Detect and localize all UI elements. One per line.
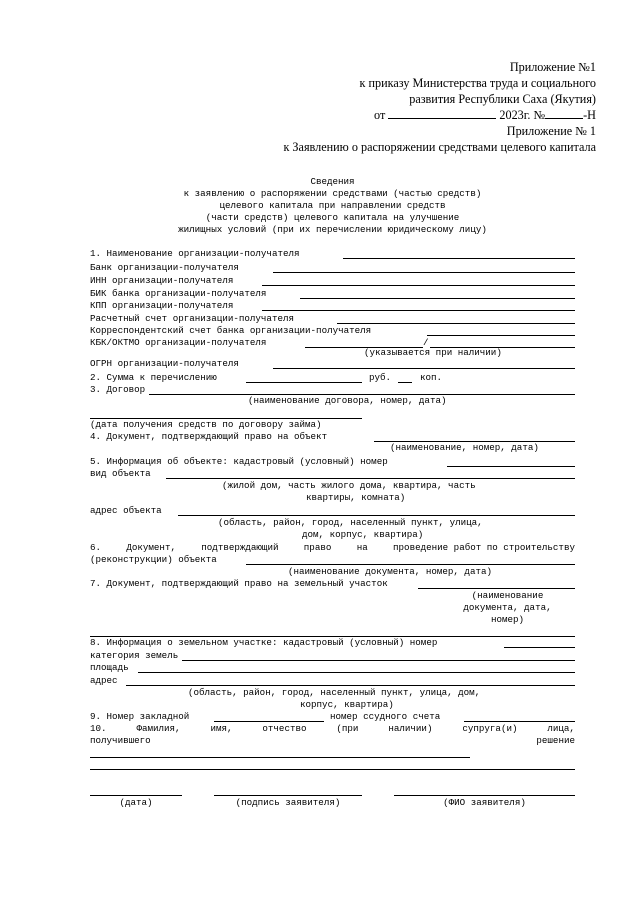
fio-hint: (ФИО заявителя)	[443, 797, 526, 808]
field-3-label: 3. Договор	[90, 384, 146, 395]
land-category-label: категория земель	[90, 650, 179, 661]
cadastral-line[interactable]	[447, 466, 575, 467]
f10-word: (при	[336, 723, 359, 734]
field-7-hint-3: номер)	[490, 614, 525, 625]
kpp-line[interactable]	[262, 310, 575, 311]
land-area-label: площадь	[90, 662, 129, 673]
header-from: от	[374, 108, 386, 122]
f6-word: право	[303, 542, 332, 553]
header-statement: к Заявлению о распоряжении средствами целевого капитала	[283, 140, 596, 154]
land-cadastral-line[interactable]	[504, 647, 575, 648]
field-2-label: 2. Сумма к перечислению	[90, 372, 217, 383]
header-appendix-1: Приложение № 1	[506, 124, 596, 138]
kop-label: коп.	[420, 372, 443, 383]
f10-word: наличии)	[388, 723, 433, 734]
title-info: Сведения	[310, 176, 355, 187]
f6-word: проведение работ по строительству	[393, 542, 575, 553]
mortgage-number-line[interactable]	[214, 721, 324, 722]
land-address-hint-2: корпус, квартира)	[300, 699, 394, 710]
kind-label: вид объекта	[90, 468, 151, 479]
title-line-3: целевого капитала при направлении средств	[219, 200, 446, 211]
title-line-2: к заявлению о распоряжении средствами (частью средств)	[183, 188, 482, 199]
sum-kop-line[interactable]	[398, 382, 412, 383]
land-address-hint-1: (область, район, город, населенный пункт, улица, дом,	[188, 687, 481, 698]
f10-word: отчество	[262, 723, 307, 734]
inn-line[interactable]	[262, 285, 575, 286]
signature-line[interactable]	[214, 795, 362, 796]
f10-word: супруга(и)	[462, 723, 518, 734]
f6-word: подтверждающий	[201, 542, 279, 553]
kbk-hint: (указывается при наличии)	[364, 347, 502, 358]
bank-label: Банк организации-получателя	[90, 262, 239, 273]
field-1-label: 1. Наименование организации-получателя	[90, 248, 300, 259]
field-7-label: 7. Документ, подтверждающий право на земельный участок	[90, 578, 388, 589]
f6-word: Документ,	[126, 542, 176, 553]
rub-label: руб.	[369, 372, 392, 383]
fio-line[interactable]	[394, 795, 575, 796]
bik-line[interactable]	[300, 298, 575, 299]
field-10-line-1	[90, 723, 575, 735]
header-year: 2023г. №	[499, 108, 546, 122]
address-hint-2: дом, корпус, квартира)	[302, 529, 424, 540]
field-6-line[interactable]	[246, 564, 575, 565]
field-6-line-2: (реконструкции) объекта	[90, 554, 217, 565]
account-line[interactable]	[337, 323, 575, 324]
kind-hint-2: квартиры, комната)	[306, 492, 406, 503]
header-date-blank[interactable]	[388, 110, 496, 119]
kpp-label: КПП организации-получателя	[90, 300, 234, 311]
f10-word: 10.	[90, 723, 107, 734]
signature-hint: (подпись заявителя)	[235, 797, 341, 808]
field-1-line[interactable]	[343, 258, 575, 259]
f10-word: Фамилия,	[136, 723, 181, 734]
kind-hint-1: (жилой дом, часть жилого дома, квартира, часть	[222, 480, 476, 491]
field-7-hint-2: документа, дата,	[463, 602, 552, 613]
bank-line[interactable]	[273, 272, 575, 273]
contract-hint: (наименование договора, номер, дата)	[248, 395, 447, 406]
date-line[interactable]	[90, 795, 182, 796]
field-9-label: 9. Номер закладной	[90, 711, 190, 722]
land-category-line[interactable]	[182, 660, 575, 661]
corr-line[interactable]	[427, 335, 575, 336]
f6-word: 6.	[90, 542, 102, 553]
field-5-label: 5. Информация об объекте: кадастровый (условный) номер	[90, 456, 388, 467]
f10-decision: решение	[536, 735, 575, 746]
field-10-line-a[interactable]	[90, 757, 470, 758]
field-4-label: 4. Документ, подтверждающий право на объект	[90, 431, 328, 442]
field-6-line-1	[90, 542, 575, 554]
field-10-line-2	[90, 735, 575, 747]
land-area-line[interactable]	[138, 672, 575, 673]
field-10-line-b[interactable]	[90, 769, 575, 770]
kbk-separator: /	[423, 337, 429, 348]
object-address-label: адрес объекта	[90, 505, 162, 516]
land-address-line[interactable]	[126, 685, 575, 686]
f10-received: получившего	[90, 735, 151, 746]
field-4-hint: (наименование, номер, дата)	[390, 442, 539, 453]
account-label: Расчетный счет организации-получателя	[90, 313, 294, 324]
header-date-number	[374, 107, 596, 123]
kbk-label: КБК/ОКТМО организации-получателя	[90, 337, 267, 348]
bik-label: БИК банка организации-получателя	[90, 288, 267, 299]
land-address-label: адрес	[90, 675, 118, 686]
title-line-5: жилищных условий (при их перечислении юридическому лицу)	[178, 224, 487, 235]
header-appendix: Приложение №1	[509, 60, 596, 74]
date-hint: (дата)	[119, 797, 153, 808]
loan-date-hint: (дата получения средств по договору займа)	[90, 419, 322, 430]
address-hint-1: (область, район, город, населенный пункт, улица,	[218, 517, 483, 528]
f10-word: имя,	[210, 723, 233, 734]
header-ministry: развития Республики Саха (Якутия)	[409, 92, 596, 106]
header-number-blank[interactable]	[545, 110, 583, 119]
loan-account-label: номер ссудного счета	[330, 711, 441, 722]
corr-label: Корреспондентский счет банка организации-получателя	[90, 325, 372, 336]
f10-word: лица,	[547, 723, 575, 734]
header-suffix: -Н	[583, 108, 596, 122]
kind-line[interactable]	[166, 478, 575, 479]
loan-account-line[interactable]	[464, 721, 575, 722]
object-address-line[interactable]	[178, 515, 575, 516]
inn-label: ИНН организации-получателя	[90, 275, 234, 286]
field-8-label: 8. Информация о земельном участке: кадастровый (условный) номер	[90, 637, 438, 648]
header-order: к приказу Министерства труда и социального	[359, 76, 596, 90]
f6-word: на	[356, 542, 368, 553]
ogrn-label: ОГРН организации-получателя	[90, 358, 239, 369]
field-6-hint: (наименование документа, номер, дата)	[288, 566, 492, 577]
field-7-line[interactable]	[418, 588, 575, 589]
title-line-4: (части средств) целевого капитала на улучшение	[205, 212, 460, 223]
ogrn-line[interactable]	[273, 368, 575, 369]
field-7-hint-1: (наименование	[471, 590, 544, 601]
sum-rub-line[interactable]	[246, 382, 362, 383]
